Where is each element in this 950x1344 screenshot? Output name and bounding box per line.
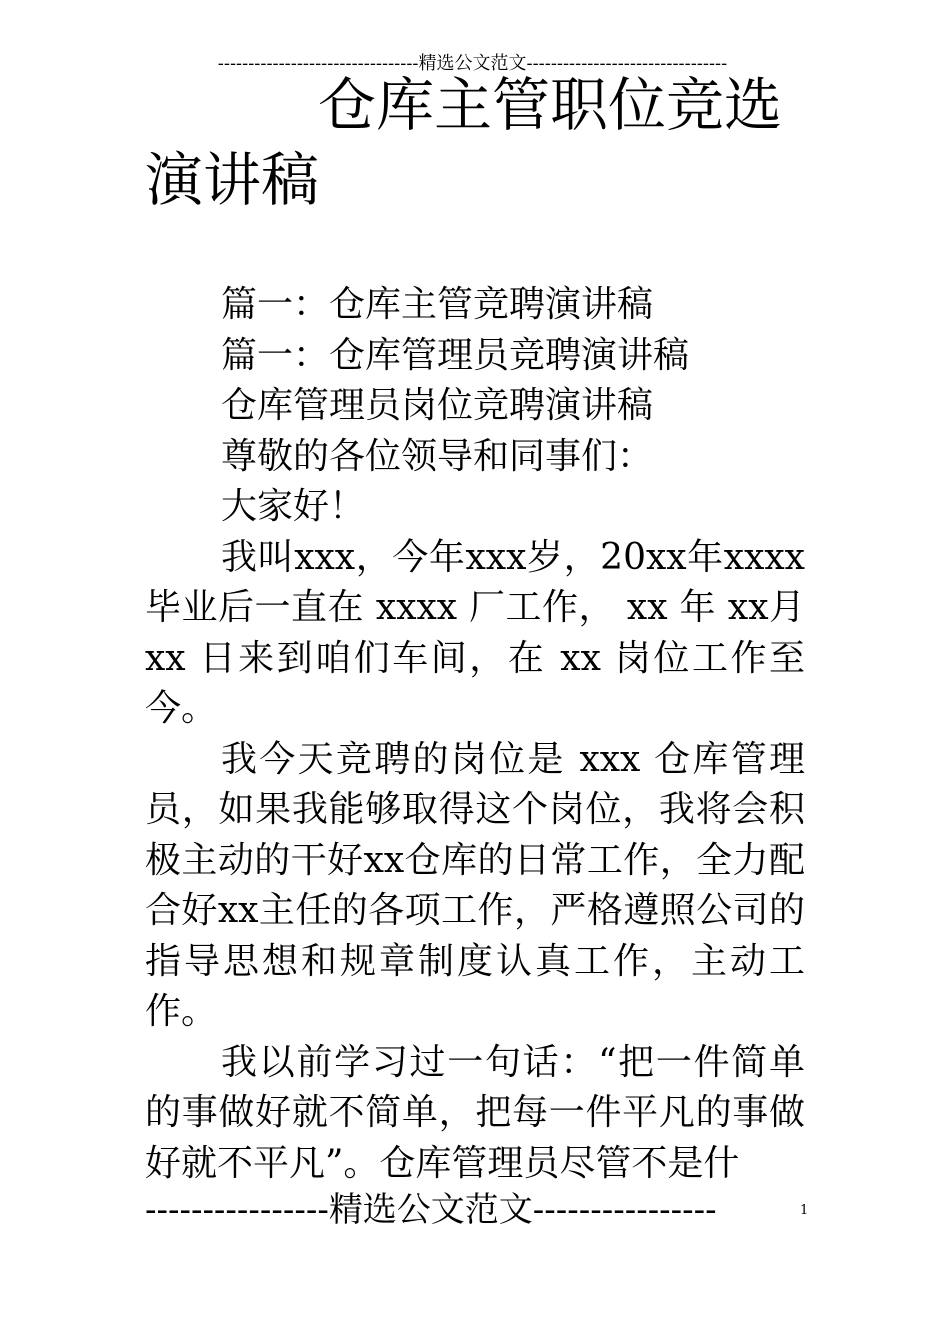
- paragraph-position: 我今天竞聘的岗位是 xxx 仓库管理员，如果我能够取得这个岗位，我将会积极主动的干好xx仓库的日常工作，全力配合好xx主任的各项工作，严格遵照公司的指导思想和规章制度认真工作，主动工作。: [145, 738, 805, 1032]
- paragraph-section-heading-2: 篇一：仓库管理员竞聘演讲稿: [221, 334, 690, 376]
- paragraph-salutation: 尊敬的各位领导和同事们：: [221, 435, 654, 477]
- paragraph-speech-title: 仓库管理员岗位竞聘演讲稿: [221, 385, 654, 426]
- page-header: ---------------------------------精选公文范文---------------------------------: [217, 53, 728, 74]
- paragraph-introduction: 我叫xxx，今年xxx岁，20xx年xxxx毕业后一直在 xxxx 厂工作， xx 年 xx月 xx 日来到咱们车间，在 xx 岗位工作至今。: [145, 536, 805, 729]
- document-title-line-1: 仓库主管职位竞选: [318, 71, 783, 139]
- document-body: [145, 280, 805, 1189]
- document-title-line-2: 演讲稿: [145, 146, 320, 214]
- paragraph-quote: 我以前学习过一句话：“把一件简单的事做好就不简单，把每一件平凡的事做好就不平凡”。仓库管理员尽管不是什: [145, 1041, 805, 1184]
- page-number: 1: [800, 1203, 809, 1218]
- paragraph-greeting: 大家好！: [221, 486, 366, 527]
- paragraph-section-heading-1: 篇一：仓库主管竞聘演讲稿: [221, 284, 654, 325]
- page-footer: ----------------精选公文范文----------------: [145, 1190, 717, 1230]
